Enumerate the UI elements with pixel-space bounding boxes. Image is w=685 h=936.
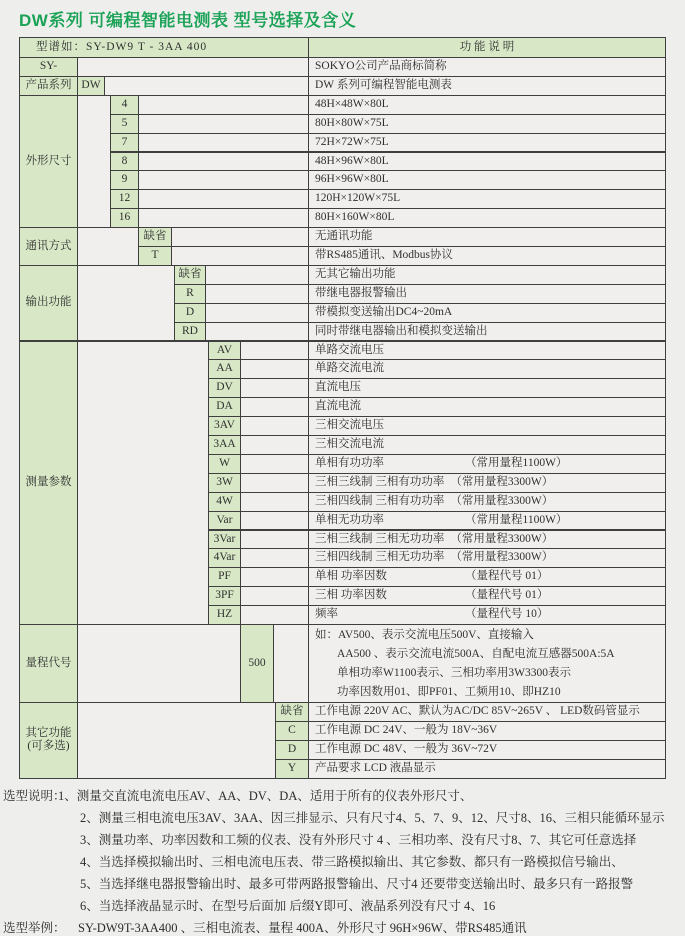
desc-range-note: （量程代号 01）: [465, 570, 549, 583]
desc-cell: [308, 170, 666, 190]
spacer-cell: [77, 227, 139, 266]
desc-cell: [308, 76, 666, 96]
category-label: 产品系列: [25, 78, 72, 91]
spacer-cell: [171, 227, 309, 247]
desc-text: 单相无功功率: [315, 513, 384, 526]
desc-text: DW 系列可编程智能电测表: [315, 78, 452, 91]
desc-text: 无其它输出功能: [315, 267, 396, 280]
desc-cell: [308, 567, 666, 587]
category-label: 量程代号: [25, 656, 72, 669]
desc-cell: [308, 435, 666, 455]
code-cell: D: [174, 303, 206, 323]
spacer-cell: [273, 624, 309, 703]
desc-cell: [308, 265, 666, 285]
desc-cell: [308, 284, 666, 304]
desc-text: 三相四线制 三相无功功率: [315, 551, 445, 564]
code-cell: C: [275, 721, 309, 741]
desc-cell: [308, 416, 666, 436]
spacer-cell: [240, 359, 309, 379]
example-text: SY-DW9T-3AA400 、三相电流表、量程 400A、外形尺寸 96H×96W、带RS485通讯: [78, 921, 527, 935]
spacer-cell: [104, 76, 309, 96]
desc-text: 无通讯功能: [315, 230, 373, 243]
code-cell: 4Var: [208, 548, 241, 568]
desc-text: 三相四线制 三相有功功率: [315, 494, 445, 507]
desc-cell: [308, 454, 666, 474]
category-label: 外形尺寸: [25, 154, 72, 167]
desc-text: 48H×48W×80L: [315, 97, 389, 110]
desc-text: 频率: [315, 608, 338, 621]
spacer-cell: [77, 702, 276, 779]
desc-cell: [308, 586, 666, 606]
code-cell: W: [208, 454, 241, 474]
spacer-cell: [77, 265, 175, 342]
category-cell: [19, 624, 78, 703]
spacer-cell: [240, 586, 309, 606]
desc-cell: [308, 530, 666, 550]
desc-cell: [308, 378, 666, 398]
desc-range-note: （量程代号 01）: [465, 589, 549, 602]
category-cell: [19, 95, 78, 228]
code-cell: DV: [208, 378, 241, 398]
note-item: 4、当选择模拟输出时、三相电流电压表、带三路模拟输出、其它参数、都只有一路模拟信号输出、: [80, 855, 624, 869]
desc-cell: [308, 114, 666, 134]
desc-text: 48H×96W×80L: [315, 154, 389, 167]
category-cell: [19, 76, 78, 96]
notes-label: 选型说明：: [3, 789, 66, 803]
desc-cell: [308, 359, 666, 379]
desc-text: 三相交流电压: [315, 419, 384, 432]
spacer-cell: [138, 114, 309, 134]
spacer-cell: [138, 152, 309, 172]
category-cell: [19, 265, 78, 342]
code-cell: 3AV: [208, 416, 241, 436]
code-cell: 4: [110, 95, 139, 115]
page-title: DW系列 可编程智能电测表 型号选择及含义: [19, 11, 357, 30]
spacer-cell: [138, 170, 309, 190]
desc-cell: [308, 152, 666, 172]
desc-cell: [308, 511, 666, 531]
code-cell: 3AA: [208, 435, 241, 455]
table-header-function-desc: 功 能 说 明: [308, 37, 666, 58]
note-item: 5、当选择继电器报警输出时、最多可带两路报警输出、尺寸4 还要带变送输出时、最多只有一路报警: [80, 877, 634, 891]
category-cell: [19, 227, 78, 266]
code-cell: 缺省: [174, 265, 206, 285]
desc-text: 72H×72W×75L: [315, 135, 389, 148]
desc-cell: [308, 397, 666, 417]
desc-cell: [308, 702, 666, 722]
spacer-cell: [138, 189, 309, 209]
code-cell: DW: [77, 76, 105, 96]
code-cell: 3W: [208, 473, 241, 493]
desc-cell: [308, 133, 666, 153]
desc-text: 96H×96W×80L: [315, 173, 389, 186]
spacer-cell: [77, 341, 209, 626]
spacer-cell: [240, 416, 309, 436]
example-label: 选型举例：: [3, 921, 66, 935]
code-cell: 8: [110, 152, 139, 172]
spacer-cell: [240, 511, 309, 531]
desc-cell: [308, 57, 666, 77]
desc-line: 功率因数用01、即PF01、工频用10、即HZ10: [337, 685, 561, 698]
spacer-cell: [77, 95, 111, 228]
desc-cell: [308, 95, 666, 115]
code-cell: 16: [110, 208, 139, 228]
desc-text: 同时带继电器输出和模拟变送输出: [315, 324, 488, 337]
category-label: SY-: [39, 60, 58, 73]
desc-text: 产品要求 LCD 液晶显示: [315, 761, 436, 774]
spacer-cell: [205, 284, 309, 304]
desc-text: 单路交流电流: [315, 362, 384, 375]
desc-text: 单相 功率因数: [315, 570, 387, 583]
code-cell: 12: [110, 189, 139, 209]
model-selection-table: [19, 37, 666, 779]
code-cell: HZ: [208, 605, 241, 625]
desc-text: 带模拟变送输出DC4~20mA: [315, 305, 453, 318]
spacer-cell: [240, 605, 309, 625]
desc-cell: [308, 624, 666, 703]
desc-text: 直流电流: [315, 400, 361, 413]
desc-text: 80H×160W×80L: [315, 211, 395, 224]
spacer-cell: [240, 378, 309, 398]
desc-line: 单相功率W1100表示、三相功率用3W3300表示: [337, 666, 572, 679]
code-cell: 3PF: [208, 586, 241, 606]
table-header-model-example: 型谱如：SY-DW9 T - 3AA 400: [19, 37, 309, 58]
desc-cell: [308, 227, 666, 247]
code-cell: Y: [275, 759, 309, 779]
code-cell: 4W: [208, 492, 241, 512]
desc-line: 如：AV500、表示交流电压500V、直接输入: [315, 628, 534, 641]
code-cell: AV: [208, 341, 241, 361]
category-cell: [19, 702, 78, 779]
spacer-cell: [240, 435, 309, 455]
desc-cell: [308, 492, 666, 512]
category-label: 其它功能: [25, 726, 72, 739]
desc-text: 工作电源 220V AC、默认为AC/DC 85V~265V 、 LED数码管显示: [315, 705, 640, 718]
code-cell: RD: [174, 322, 206, 342]
note-item: 1、测量交直流电流电压AV、AA、DV、DA、适用于所有的仪表外形尺寸、: [58, 789, 473, 803]
code-cell: 7: [110, 133, 139, 153]
desc-range-note: （量程代号 10）: [465, 608, 549, 621]
desc-text: 三相三线制 三相有功功率: [315, 475, 445, 488]
code-cell: DA: [208, 397, 241, 417]
desc-range-note: （常用量程1100W）: [465, 456, 568, 469]
code-cell: R: [174, 284, 206, 304]
spacer-cell: [240, 567, 309, 587]
desc-text: 带RS485通讯、Modbus协议: [315, 249, 454, 262]
desc-text: 80H×80W×75L: [315, 116, 389, 129]
desc-cell: [308, 341, 666, 361]
spacer-cell: [138, 133, 309, 153]
desc-cell: [308, 322, 666, 342]
spacer-cell: [205, 303, 309, 323]
spacer-cell: [205, 322, 309, 342]
desc-cell: [308, 759, 666, 779]
category-label: 输出功能: [25, 296, 72, 309]
desc-cell: [308, 548, 666, 568]
desc-text: 工作电源 DC 48V、一般为 36V~72V: [315, 742, 498, 755]
desc-text: 带继电器报警输出: [315, 286, 407, 299]
spacer-cell: [138, 208, 309, 228]
desc-range-note: （常用量程3300W）: [450, 475, 554, 488]
category-cell: [19, 57, 78, 77]
code-cell: T: [138, 246, 172, 266]
desc-text: 三相交流电流: [315, 438, 384, 451]
desc-cell: [308, 605, 666, 625]
spacer-cell: [240, 454, 309, 474]
spacer-cell: [240, 492, 309, 512]
desc-text: 直流电压: [315, 381, 361, 394]
code-cell: 5: [110, 114, 139, 134]
code-cell: 缺省: [138, 227, 172, 247]
desc-cell: [308, 473, 666, 493]
code-cell: Var: [208, 511, 241, 531]
desc-cell: [308, 189, 666, 209]
desc-range-note: （常用量程3300W）: [450, 532, 554, 545]
spacer-cell: [77, 624, 241, 703]
desc-cell: [308, 303, 666, 323]
code-cell: PF: [208, 567, 241, 587]
spacer-cell: [77, 57, 309, 77]
desc-text: 单路交流电压: [315, 343, 384, 356]
category-sublabel: (可多选): [27, 740, 70, 753]
desc-range-note: （常用量程3300W）: [450, 551, 554, 564]
desc-cell: [308, 246, 666, 266]
spacer-cell: [240, 341, 309, 361]
note-item: 3、测量功率、功率因数和工频的仪表、没有外形尺寸 4 、三相功率、没有尺寸8、7、其它可任意选择: [80, 833, 637, 847]
code-cell: 500: [240, 624, 274, 703]
desc-cell: [308, 740, 666, 760]
note-item: 6、当选择液晶显示时、在型号后面加 后缀Y即可、液晶系列没有尺寸 4、16: [80, 899, 496, 913]
category-label: 测量参数: [25, 475, 72, 488]
desc-range-note: （常用量程1100W）: [465, 513, 568, 526]
desc-text: 三相 功率因数: [315, 589, 387, 602]
desc-text: 单相有功功率: [315, 456, 384, 469]
desc-range-note: （常用量程3300W）: [450, 494, 554, 507]
spacer-cell: [138, 95, 309, 115]
desc-line: AA500 、表示交流电流500A、自配电流互感器500A:5A: [337, 647, 615, 660]
desc-text: 三相三线制 三相无功功率: [315, 532, 445, 545]
spacer-cell: [240, 530, 309, 550]
spacer-cell: [240, 397, 309, 417]
desc-cell: [308, 721, 666, 741]
desc-text: 120H×120W×75L: [315, 192, 401, 205]
category-label: 通讯方式: [25, 239, 72, 252]
spacer-cell: [240, 548, 309, 568]
code-cell: 缺省: [275, 702, 309, 722]
code-cell: 9: [110, 170, 139, 190]
code-cell: AA: [208, 359, 241, 379]
spacer-cell: [205, 265, 309, 285]
spacer-cell: [240, 473, 309, 493]
code-cell: D: [275, 740, 309, 760]
desc-text: SOKYO公司产品商标简称: [315, 60, 447, 73]
desc-cell: [308, 208, 666, 228]
spacer-cell: [171, 246, 309, 266]
note-item: 2、测量三相电流电压3AV、3AA、因三排显示、只有尺寸4、5、7、9、12、尺寸8、16、三相只能循环显示: [80, 811, 665, 825]
category-cell: [19, 341, 78, 626]
desc-text: 工作电源 DC 24V、一般为 18V~36V: [315, 723, 498, 736]
code-cell: 3Var: [208, 530, 241, 550]
